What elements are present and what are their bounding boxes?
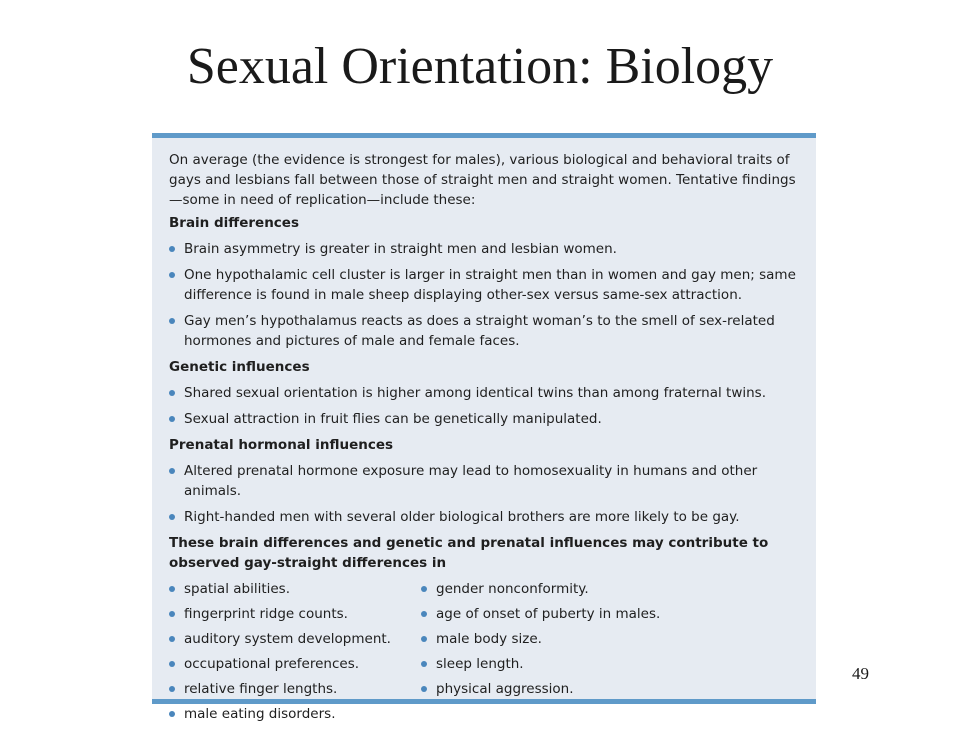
differences-list-left [169,579,421,729]
list-item-text: auditory system development. [184,631,391,647]
list-item [169,311,804,351]
page-number: 49 [852,664,869,683]
genetic-influences-list [169,383,804,429]
list-item [421,629,781,649]
bullet-icon [169,390,175,396]
list-item-text: physical aggression. [436,681,574,697]
conclusion-heading: These brain differences and genetic and prenatal influences may contribute to observed gay-straight differences in [169,535,769,571]
prenatal-influences-list [169,461,804,527]
bullet-icon [169,711,175,717]
section-heading-brain: Brain differences [169,215,299,231]
list-item-text: Shared sexual orientation is higher among identical twins than among fraternal twins. [184,385,766,401]
list-item [169,654,421,674]
list-item-text: Right-handed men with several older biological brothers are more likely to be gay. [184,509,740,525]
brain-differences-list [169,239,804,351]
list-item-text: One hypothalamic cell cluster is larger in straight men than in women and gay men; same difference is found in male sheep displaying other-sex versus same-sex attraction. [184,267,796,303]
list-item-text: Altered prenatal hormone exposure may lead to homosexuality in humans and other animals. [184,463,758,499]
section-heading-genetic: Genetic influences [169,359,310,375]
differences-list-right [421,579,781,729]
list-item [421,654,781,674]
list-item-text: male eating disorders. [184,706,336,722]
intro-paragraph: On average (the evidence is strongest for males), various biological and behavioral traits of gays and lesbians fall between those of straight men and straight women. Tentative findings—some in need of replication—include these: [169,152,796,208]
list-item [169,507,804,527]
bullet-icon [169,661,175,667]
list-item [169,629,421,649]
bullet-icon [421,586,427,592]
list-item [169,409,804,429]
bullet-icon [169,636,175,642]
slide-title: Sexual Orientation: Biology [186,38,774,95]
bullet-icon [421,611,427,617]
list-item [169,265,804,305]
bullet-icon [421,636,427,642]
list-item-text: Sexual attraction in fruit flies can be genetically manipulated. [184,411,602,427]
list-item-text: relative finger lengths. [184,681,338,697]
bullet-icon [169,468,175,474]
bullet-icon [169,586,175,592]
bullet-icon [169,611,175,617]
list-item-text: sleep length. [436,656,524,672]
list-item [169,579,421,599]
bullet-icon [421,661,427,667]
bullet-icon [421,686,427,692]
differences-columns [169,579,804,729]
list-item [169,704,421,724]
bullet-icon [169,416,175,422]
list-item [421,579,781,599]
list-item-text: Brain asymmetry is greater in straight men and lesbian women. [184,241,617,257]
list-item-text: Gay men’s hypothalamus reacts as does a straight woman’s to the smell of sex-related hormones and pictures of male and female faces. [184,313,775,349]
bullet-icon [169,272,175,278]
bullet-icon [169,686,175,692]
list-item [421,604,781,624]
list-item-text: male body size. [436,631,542,647]
list-item [169,461,804,501]
bullet-icon [169,514,175,520]
list-item-text: spatial abilities. [184,581,291,597]
list-item-text: occupational preferences. [184,656,360,672]
list-item [169,239,804,259]
list-item [421,679,781,699]
list-item [169,383,804,403]
bullet-icon [169,246,175,252]
list-item [169,604,421,624]
list-item-text: age of onset of puberty in males. [436,606,661,622]
bullet-icon [169,318,175,324]
list-item-text: gender nonconformity. [436,581,589,597]
list-item [169,679,421,699]
content-panel [152,133,816,722]
list-item-text: fingerprint ridge counts. [184,606,348,622]
section-heading-prenatal: Prenatal hormonal influences [169,437,394,453]
